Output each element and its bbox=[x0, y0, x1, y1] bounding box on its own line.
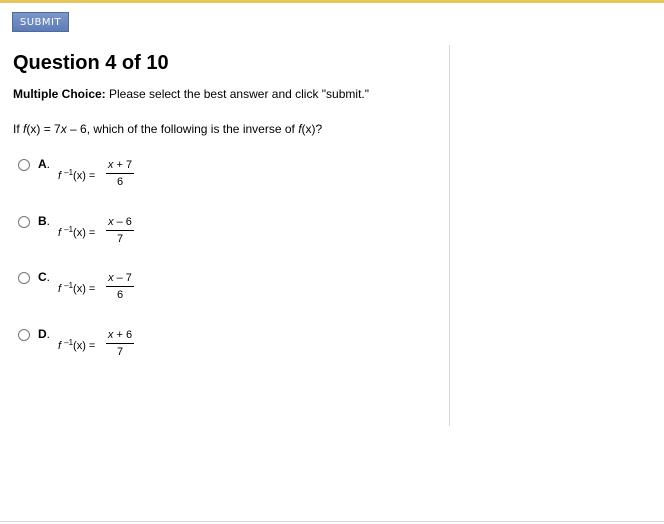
option-letter-a: A. bbox=[38, 157, 51, 171]
page-title: Question 4 of 10 bbox=[13, 52, 169, 74]
option-letter-d: D. bbox=[38, 327, 51, 341]
instructions bbox=[13, 87, 369, 101]
radio-button-d[interactable] bbox=[18, 329, 30, 341]
fraction-c: $\frac{x - 7}{6}$ bbox=[106, 271, 134, 302]
fraction-b: $\frac{x - 6}{7}$ bbox=[106, 215, 134, 246]
question-text: If f(x) = 7x – 6, which of the following is the inverse of f(x)? bbox=[13, 122, 323, 136]
radio-button-c[interactable] bbox=[18, 272, 30, 284]
column-divider bbox=[449, 45, 450, 426]
answer-option-c[interactable]: C. f $^{-1}$(x) = $\frac{x - 7}{6}$ bbox=[18, 270, 218, 310]
option-letter-c: C. bbox=[38, 270, 51, 284]
option-letter-b: B. bbox=[38, 214, 51, 228]
top-accent-bar bbox=[0, 0, 664, 3]
instructions-text: Please select the best answer and click "submit." bbox=[109, 87, 369, 101]
answer-option-b[interactable]: B. f $^{-1}$(x) = $\frac{x - 6}{7}$ bbox=[18, 214, 218, 254]
fraction-a: $\frac{x + 7}{6}$ bbox=[107, 159, 133, 188]
submit-button[interactable]: SUBMIT bbox=[12, 12, 69, 32]
bottom-divider bbox=[0, 521, 664, 522]
radio-button-a[interactable] bbox=[18, 159, 30, 171]
instructions-label: Multiple Choice: bbox=[13, 87, 106, 101]
answer-option-a[interactable]: A. f $^{-1}$(x) = $\frac{x + 7}{6}$ bbox=[18, 157, 218, 197]
answer-option-d[interactable]: D. f $^{-1}$(x) = $\frac{x + 6}{7}$ bbox=[18, 327, 218, 367]
fraction-d: $\frac{x + 6}{7}$ bbox=[107, 329, 133, 358]
radio-button-b[interactable] bbox=[18, 216, 30, 228]
